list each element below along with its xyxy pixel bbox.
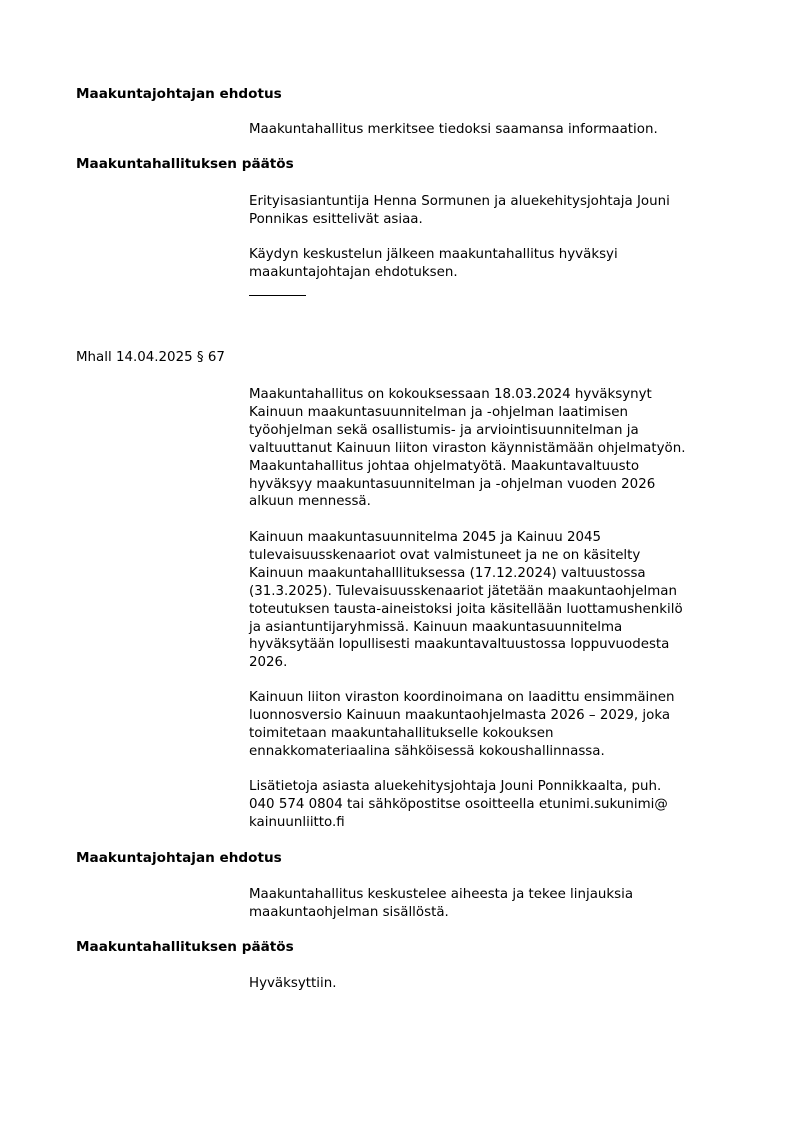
decision-paragraph-1 bbox=[249, 193, 749, 229]
text-line: maakuntaohjelman sisällöstä. bbox=[249, 904, 449, 920]
separator-line bbox=[249, 295, 306, 296]
text-line: (31.3.2025). Tulevaisuusskenaariot jätetään maakuntaohjelman bbox=[249, 583, 677, 599]
text-line: Lisätietoja asiasta aluekehitysjohtaja Jouni Ponnikkaalta, puh. bbox=[249, 779, 662, 794]
text-line: Kainuun maakuntahalllituksessa (17.12.2024) valtuustossa bbox=[249, 565, 646, 581]
text-line: työohjelman sekä osallistumis- ja arviointisuunnitelman ja bbox=[249, 422, 639, 438]
text-line: Maakuntahallitus keskustelee aiheesta ja tekee linjauksia bbox=[249, 887, 634, 902]
text-line: kainuunliitto.fi bbox=[249, 814, 345, 830]
text-line: 040 574 0804 tai sähköpostitse osoitteella etunimi.sukunimi@ bbox=[249, 796, 668, 812]
text-line: Ponnikas esittelivät asiaa. bbox=[249, 211, 423, 227]
text-line: Kainuun liiton viraston koordinoimana on laadittu ensimmäinen bbox=[249, 690, 675, 705]
proposal-heading-1: Maakuntajohtajan ehdotus bbox=[76, 86, 282, 102]
text-line: 2026. bbox=[249, 655, 288, 671]
text-line: ennakkomateriaalina sähköisessä kokoushallinnassa. bbox=[249, 743, 605, 759]
background-paragraph-2 bbox=[249, 529, 749, 672]
text-line: tulevaisuusskenaariot ovat valmistuneet ja ne on käsitelty bbox=[249, 547, 641, 563]
text-line: toteutuksen tausta-aineistoksi joita käsitellään luottamushenkilö bbox=[249, 601, 683, 617]
text-line: luonnosversio Kainuun maakuntaohjelmasta 2026 – 2029, joka bbox=[249, 707, 671, 723]
text-line: Maakuntahallitus johtaa ohjelmatyötä. Maakuntavaltuusto bbox=[249, 458, 640, 474]
proposal-heading-2: Maakuntajohtajan ehdotus bbox=[76, 850, 282, 866]
text-line: hyväksyy maakuntasuunnitelman ja -ohjelman vuoden 2026 bbox=[249, 476, 656, 492]
meeting-reference: Mhall 14.04.2025 § 67 bbox=[76, 350, 225, 365]
text-line: Käydyn keskustelun jälkeen maakuntahallitus hyväksyi bbox=[249, 247, 618, 262]
text-line: maakuntajohtajan ehdotuksen. bbox=[249, 264, 458, 280]
decision-text-2 bbox=[249, 975, 749, 993]
proposal-text-2 bbox=[249, 886, 749, 922]
text-line: Erityisasiantuntija Henna Sormunen ja aluekehitysjohtaja Jouni bbox=[249, 194, 670, 209]
decision-heading-1: Maakuntahallituksen päätös bbox=[76, 156, 294, 172]
decision-paragraph-2 bbox=[249, 246, 749, 282]
text-line: Hyväksyttiin. bbox=[249, 976, 337, 991]
text-line: hyväksytään lopullisesti maakuntavaltuustossa loppuvuodesta bbox=[249, 637, 670, 653]
proposal-text-1 bbox=[249, 121, 749, 139]
text-line: toimitetaan maakuntahallitukselle kokouksen bbox=[249, 725, 554, 741]
text-line: Kainuun maakuntasuunnitelman ja -ohjelman laatimisen bbox=[249, 404, 628, 420]
text-line: Maakuntahallitus merkitsee tiedoksi saamansa informaation. bbox=[249, 122, 658, 137]
background-paragraph-3 bbox=[249, 689, 749, 761]
contact-paragraph bbox=[249, 778, 749, 832]
decision-heading-2: Maakuntahallituksen päätös bbox=[76, 939, 294, 955]
background-paragraph-1 bbox=[249, 386, 749, 511]
text-line: valtuuttanut Kainuun liiton viraston käynnistämään ohjelmatyön. bbox=[249, 440, 686, 456]
text-line: Kainuun maakuntasuunnitelma 2045 ja Kainuu 2045 bbox=[249, 530, 602, 545]
text-line: ja asiantuntijaryhmissä. Kainuun maakuntasuunnitelma bbox=[249, 619, 623, 635]
text-line: Maakuntahallitus on kokouksessaan 18.03.2024 hyväksynyt bbox=[249, 387, 652, 402]
text-line: alkuun mennessä. bbox=[249, 494, 371, 510]
